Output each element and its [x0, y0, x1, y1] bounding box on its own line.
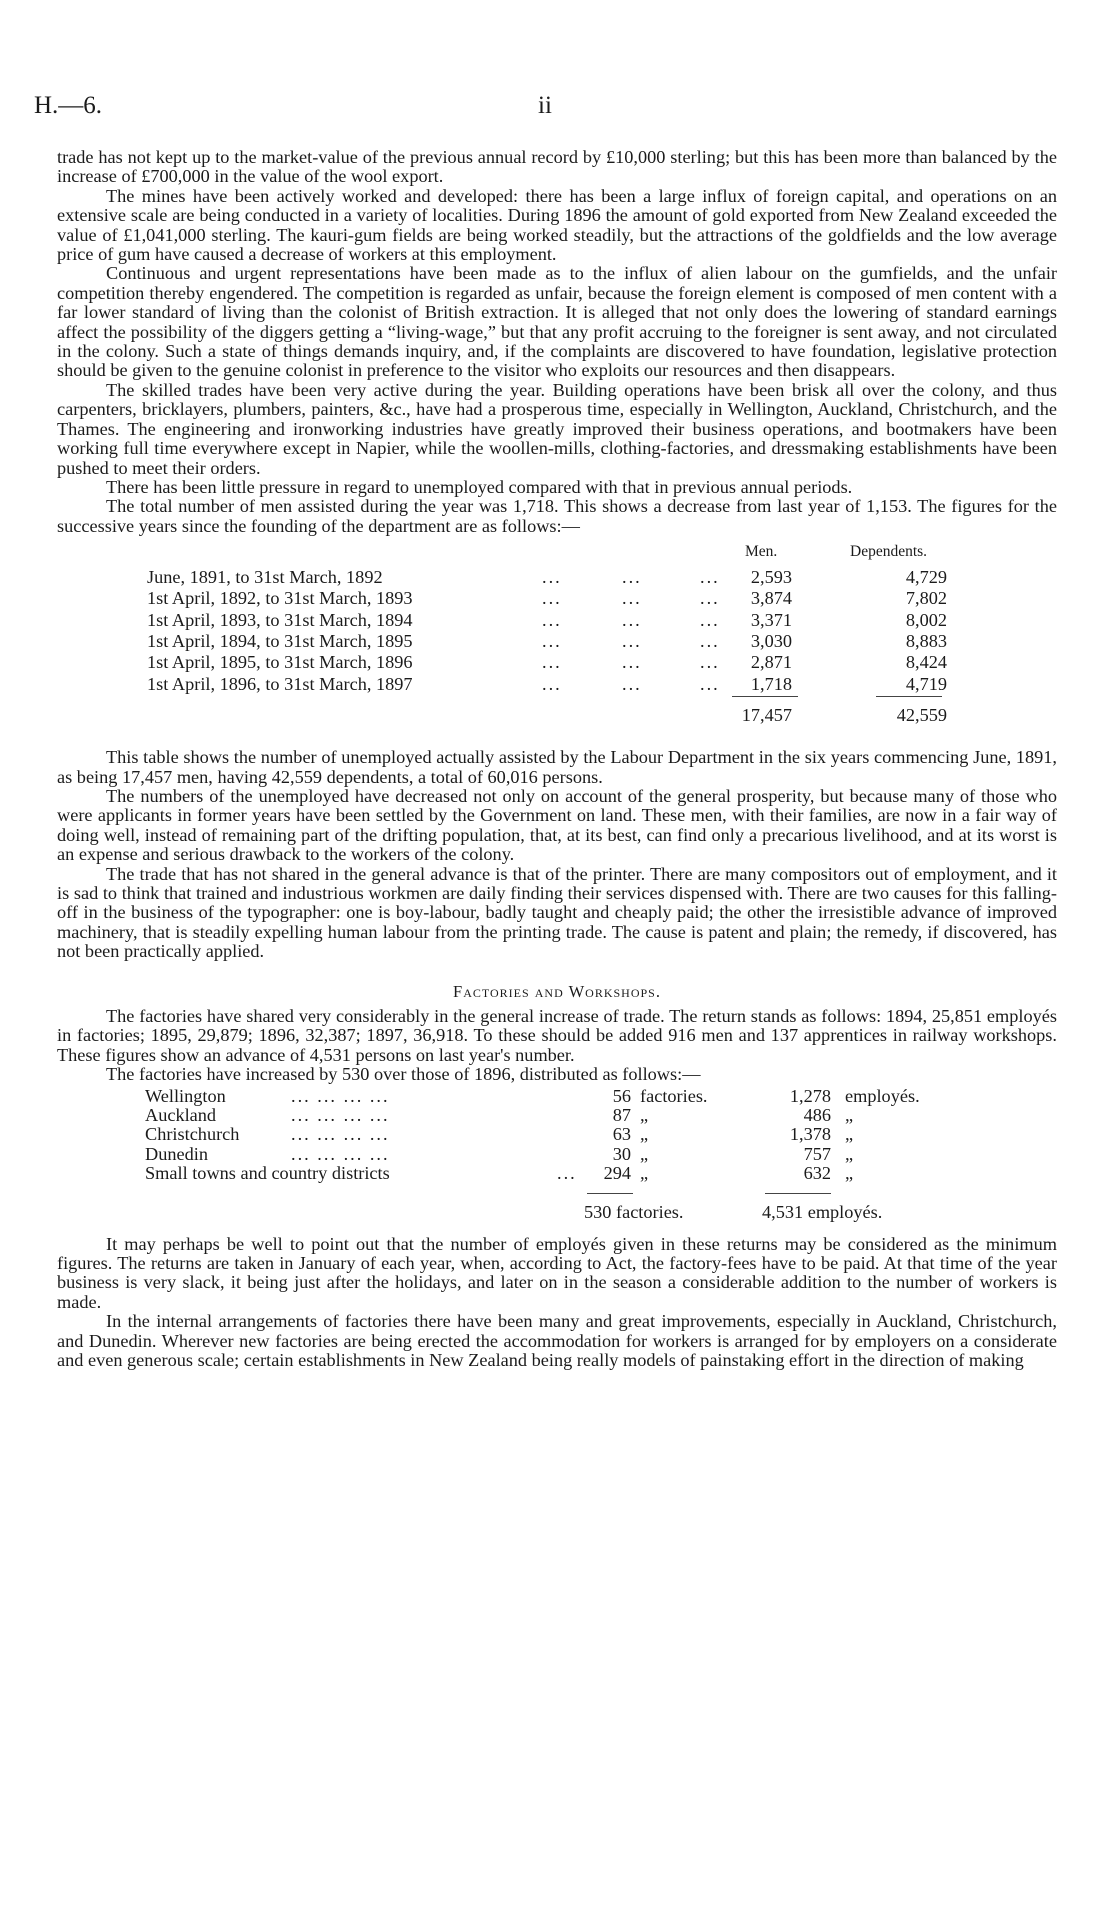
- total-rule-factories: [587, 1193, 633, 1194]
- paragraphs-top: [57, 148, 1057, 536]
- dependents-value: 7,802: [905, 588, 947, 609]
- leader-dots: ...: [542, 567, 562, 588]
- section-heading: Factories and Workshops.: [453, 981, 661, 1001]
- paragraph: Continuous and urgent representations have been made as to the influx of alien labour on the gumfields, and the unfair competition thereby engendered. The competition is regarded as unfair, because the foreign element is composed of men content with a far lower standard of living than the colonist of British extraction. It is alleged that not only does the lowering of standard earnings affect the possibility of the diggers getting a “living-wage,” but that any profit accruing to the foreigner is sent away, and not circulated in the colony. Such a state of things demands inquiry, and, if the complaints are discovered to have foundation, legislative protection should be given to the genuine colonist in preference to the visitor who exploits our resources and then disappears.: [57, 263, 1057, 381]
- leader-dots: ...: [700, 609, 720, 630]
- leader-dots: ...: [622, 588, 642, 609]
- leader-dots: ...: [542, 588, 562, 609]
- paragraph: The numbers of the unemployed have decreased not only on account of the general prosperity, but because many of those who were applicants in former years have been settled by the Government on land. These men, with their families, are now in a fair way of doing well, instead of remaining part of the drifting population, that, at its best, can find only a precarious livelihood, and at its worst is an expense and serious drawback to the workers of the colony.: [57, 785, 1057, 865]
- men-value: 3,371: [750, 609, 792, 630]
- factories-unit: „: [640, 1143, 649, 1164]
- table-row: [145, 1106, 1045, 1126]
- table-row: [147, 632, 1027, 652]
- district-label: Wellington: [145, 1085, 226, 1106]
- paragraph: The factories have shared very considerably in the general increase of trade. The return stands as follows: 1894, 25,851 employés in factories; 1895, 29,879; 1896, 32,387; 1897, 36,918. To these should be added 916 men and 137 apprentices in railway workshops. These figures show an advance of 4,531 persons on last year's number.: [57, 1006, 1057, 1065]
- period-label: 1st April, 1893, to 31st March, 1894: [147, 609, 413, 630]
- period-label: 1st April, 1894, to 31st March, 1895: [147, 631, 413, 652]
- dependents-value: 8,883: [905, 631, 947, 652]
- unemployed-table: [57, 536, 1057, 748]
- paragraph: trade has not kept up to the market-value of the previous annual record by £10,000 sterling; but this has been more than balanced by the increase of £700,000 in the value of the wool export.: [57, 147, 1057, 187]
- factories-value: 63: [612, 1124, 631, 1145]
- paragraph: It may perhaps be well to point out that the number of employés given in these returns may be considered as the minimum figures. The returns are taken in January of each year, when, according to Act, the factory-fees have to be paid. At that time of the year business is very slack, it being just after the holidays, and later on in the season a considerable addition to the number of workers is made.: [57, 1233, 1057, 1312]
- factories-unit: „: [640, 1124, 649, 1145]
- paragraph: In the internal arrangements of factories there have been many and great improvements, especially in Auckland, Christchurch, and Dunedin. Wherever new factories are being erected the accommodation for workers is arranged for by employers on a considerate and even generous scale; certain establishments in New Zealand being really models of painstaking effort in the direction of making: [57, 1311, 1057, 1371]
- employes-value: 632: [803, 1163, 831, 1184]
- table-row: [147, 589, 1027, 609]
- paragraph: The factories have increased by 530 over those of 1896, distributed as follows:—: [106, 1064, 701, 1085]
- employes-unit: „: [845, 1163, 854, 1184]
- men-value: 3,874: [750, 588, 792, 609]
- employes-value: 486: [803, 1105, 831, 1126]
- period-label: 1st April, 1896, to 31st March, 1897: [147, 673, 413, 694]
- leader-dots: ...: [700, 652, 720, 673]
- page-number: ii: [538, 92, 552, 119]
- employes-value: 757: [803, 1143, 831, 1164]
- paragraph: The skilled trades have been very active during the year. Building operations have been brisk all over the colony, and thus carpenters, bricklayers, plumbers, painters, &c., have had a prosperous time, especially in Wellington, Auckland, Christchurch, and the Thames. The engineering and ironworking industries have greatly improved their business operations, and bootmakers have been working full time everywhere except in Napier, while the woollen-mills, clothing-factories, and dressmaking establishments have been pushed to meet their orders.: [57, 379, 1057, 478]
- paragraph: There has been little pressure in regard to unemployed compared with that in previous annual periods.: [106, 476, 853, 497]
- total-rule-dependents: [876, 696, 942, 697]
- period-label: 1st April, 1895, to 31st March, 1896: [147, 652, 413, 673]
- total-employes: 4,531 employés.: [762, 1201, 883, 1222]
- report-reference: H.—6.: [34, 92, 103, 119]
- leader-dots: ... ... ... ...: [291, 1085, 390, 1106]
- factories-value: 56: [612, 1085, 631, 1106]
- total-rule-employes: [765, 1193, 831, 1194]
- leader-dots: ...: [700, 673, 720, 694]
- leader-dots: ...: [622, 673, 642, 694]
- men-value: 3,030: [750, 631, 792, 652]
- district-label: Small towns and country districts: [145, 1163, 390, 1184]
- dependents-value: 4,729: [905, 567, 947, 588]
- factories-value: 30: [612, 1143, 631, 1164]
- dependents-value: 8,424: [905, 652, 947, 673]
- employes-unit: employés.: [845, 1085, 920, 1106]
- total-factories: 530 factories.: [584, 1201, 684, 1222]
- paragraphs-mid: [57, 748, 1057, 961]
- table-row: [145, 1125, 1045, 1145]
- paragraphs-bottom: [57, 1235, 1057, 1371]
- district-label: Christchurch: [145, 1124, 240, 1145]
- employes-unit: „: [845, 1124, 854, 1145]
- dependents-value: 8,002: [905, 609, 947, 630]
- employes-unit: „: [845, 1105, 854, 1126]
- period-label: 1st April, 1892, to 31st March, 1893: [147, 588, 413, 609]
- table-row: [147, 675, 1027, 695]
- employes-value: 1,378: [789, 1124, 831, 1145]
- men-value: 2,593: [750, 567, 792, 588]
- table-row: [145, 1087, 1045, 1107]
- leader-dots: ...: [622, 609, 642, 630]
- leader-dots: ...: [622, 567, 642, 588]
- leader-dots: ... ... ... ...: [291, 1124, 390, 1145]
- leader-dots: ... ... ... ...: [291, 1105, 390, 1126]
- factories-unit: „: [640, 1105, 649, 1126]
- leader-dots: ...: [700, 588, 720, 609]
- paragraph: The mines have been actively worked and developed: there has been a large influx of foreign capital, and operations on an extensive scale are being conducted in a variety of localities. During 1896 the amount of gold exported from New Zealand exceeded the value of £1,041,000 sterling. The kauri-gum fields are being worked steadily, but the attractions of the goldfields and the low average price of gum have caused a decrease of workers at this employment.: [57, 185, 1057, 265]
- leader-dots: ...: [700, 567, 720, 588]
- leader-dots: ...: [542, 631, 562, 652]
- factories-value: 87: [612, 1105, 631, 1126]
- factories-table: [57, 1085, 1057, 1235]
- total-rule-men: [732, 696, 798, 697]
- paragraphs-factories: [57, 1007, 1057, 1085]
- factories-unit: factories.: [640, 1085, 708, 1106]
- leader-dots: ...: [700, 631, 720, 652]
- dependents-value: 4,719: [905, 673, 947, 694]
- men-value: 2,871: [750, 652, 792, 673]
- table-row: [145, 1145, 1045, 1165]
- period-label: June, 1891, to 31st March, 1892: [147, 567, 383, 588]
- col-men-header: Men.: [745, 543, 778, 561]
- leader-dots: ... ... ... ...: [291, 1143, 390, 1164]
- leader-dots: ...: [542, 609, 562, 630]
- leader-dots: ...: [542, 652, 562, 673]
- factories-unit: „: [640, 1163, 649, 1184]
- table-row: [147, 611, 1027, 631]
- paragraph: The trade that has not shared in the general advance is that of the printer. There are many compositors out of employment, and it is sad to think that trained and industrious workmen are daily finding their services dispensed with. There are two causes for this falling-off in the business of the typographer: one is boy-labour, badly taught and cheaply paid; the other the irresistible advance of improved machinery, that is steadily expelling human labour from the printing trade. The cause is patent and plain; the remedy, if discovered, has not been practically applied.: [57, 863, 1057, 962]
- district-label: Auckland: [145, 1105, 217, 1126]
- paragraph: This table shows the number of unemployed actually assisted by the Labour Department in the six years commencing June, 1891, as being 17,457 men, having 42,559 dependents, a total of 60,016 persons.: [57, 747, 1057, 787]
- factories-value: 294: [603, 1163, 631, 1184]
- leader-dots: ...: [557, 1163, 577, 1184]
- table-row: [147, 568, 1027, 588]
- total-dependents: 42,559: [896, 705, 947, 726]
- leader-dots: ...: [622, 631, 642, 652]
- table-row: [145, 1164, 1045, 1184]
- total-men: 17,457: [741, 705, 792, 726]
- table-row: [147, 653, 1027, 673]
- leader-dots: ...: [542, 673, 562, 694]
- body-text: [57, 148, 1057, 1370]
- leader-dots: ...: [622, 652, 642, 673]
- men-value: 1,718: [750, 673, 792, 694]
- col-dependents-header: Dependents.: [850, 543, 928, 561]
- paragraph: The total number of men assisted during the year was 1,718. This shows a decrease from last year of 1,153. The figures for the successive years since the founding of the department are as follows:—: [57, 496, 1057, 536]
- district-label: Dunedin: [145, 1143, 208, 1164]
- employes-unit: „: [845, 1143, 854, 1164]
- employes-value: 1,278: [789, 1085, 831, 1106]
